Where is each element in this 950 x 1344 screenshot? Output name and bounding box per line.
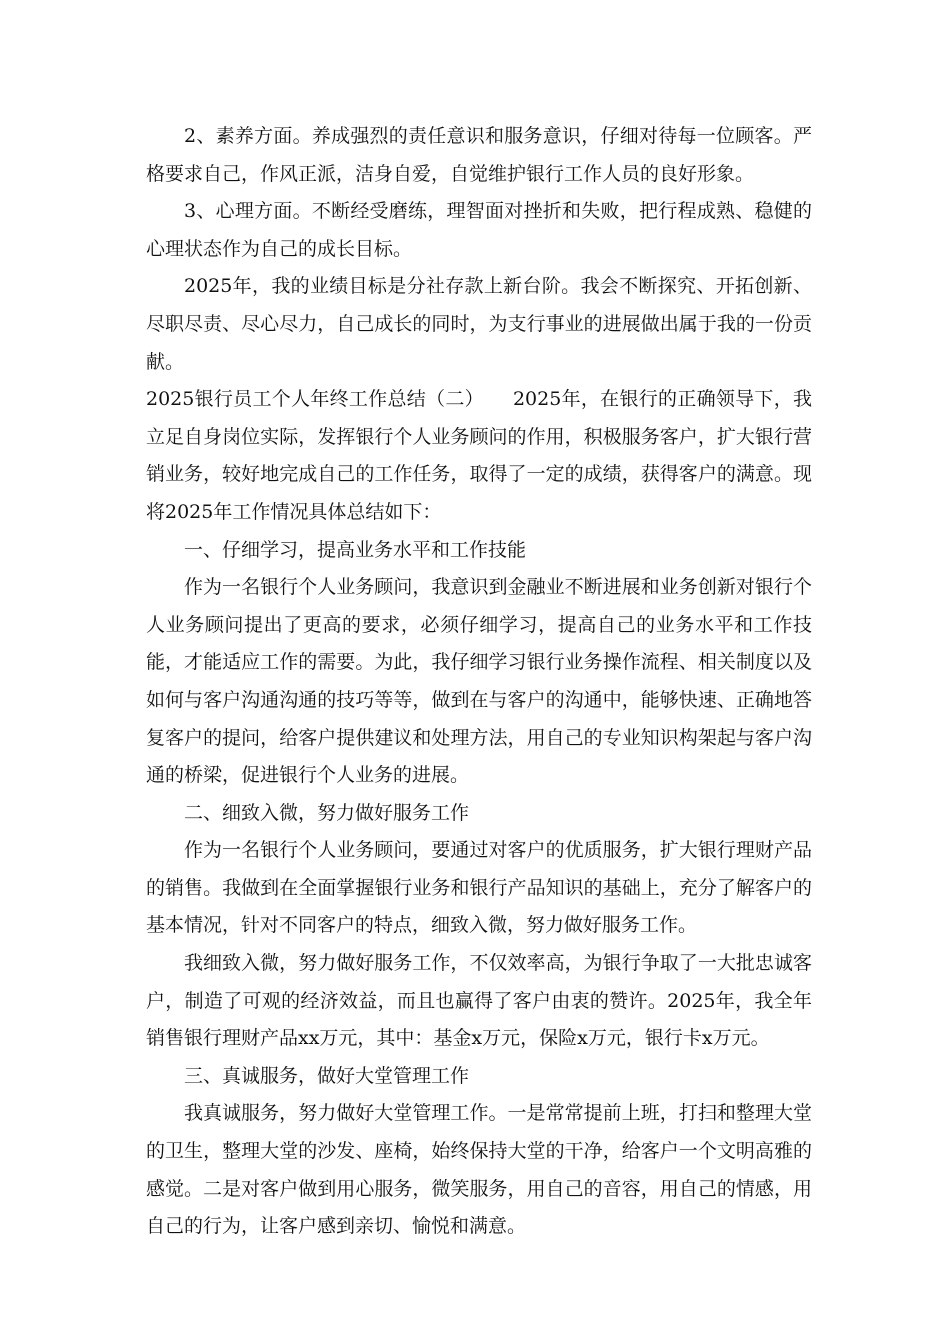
paragraph-sales-results: 我细致入微，努力做好服务工作，不仅效率高，为银行争取了一大批忠诚客户，制造了可观的经济效益，而且也赢得了客户由衷的赞许。2025年，我全年销售银行理财产品xx万元，其中：基金x万元，保险x万元，银行卡x万元。 [146, 952, 812, 1050]
paragraph-psychology: 3、心理方面。不断经受磨练，理智面对挫折和失败，把行程成熟、稳健的心理状态作为自己的成长目标。 [146, 200, 812, 260]
document-body [146, 118, 812, 1246]
paragraph-service: 作为一名银行个人业务顾问，要通过对客户的优质服务，扩大银行理财产品的销售。我做到在全面掌握银行业务和银行产品知识的基础上，充分了解客户的基本情况，针对不同客户的特点，细致入微，努力做好服务工作。 [146, 839, 812, 937]
paragraph-study: 作为一名银行个人业务顾问，我意识到金融业不断进展和业务创新对银行个人业务顾问提出了更高的要求，必须仔细学习，提高自己的业务水平和工作技能，才能适应工作的需要。为此，我仔细学习银行业务操作流程、相关制度以及如何与客户沟通沟通的技巧等等，做到在与客户的沟通中，能够快速、正确地答复客户的提问，给客户提供建议和处理方法，用自己的专业知识构架起与客户沟通的桥梁，促进银行个人业务的进展。 [146, 576, 812, 787]
section-heading-lobby: 三、真诚服务，做好大堂管理工作 [184, 1064, 470, 1087]
paragraph-quality: 2、素养方面。养成强烈的责任意识和服务意识，仔细对待每一位顾客。严格要求自己，作风正派，洁身自爱，自觉维护银行工作人员的良好形象。 [146, 125, 812, 185]
paragraph-performance-goal: 2025年，我的业绩目标是分社存款上新台阶。我会不断探究、开拓创新、尽职尽责、尽心尽力，自己成长的同时，为支行事业的进展做出属于我的一份贡献。 [146, 275, 812, 373]
section-heading-service: 二、细致入微，努力做好服务工作 [184, 801, 470, 824]
section-heading-study: 一、仔细学习，提高业务水平和工作技能 [184, 538, 527, 561]
paragraph-summary-intro: 2025银行员工个人年终工作总结（二） 2025年，在银行的正确领导下，我立足自身岗位实际，发挥银行个人业务顾问的作用，积极服务客户，扩大银行营销业务，较好地完成自己的工作任务，取得了一定的成绩，获得客户的满意。现将2025年工作情况具体总结如下： [146, 388, 812, 523]
paragraph-lobby: 我真诚服务，努力做好大堂管理工作。一是常常提前上班，打扫和整理大堂的卫生，整理大堂的沙发、座椅，始终保持大堂的干净，给客户一个文明高雅的感觉。二是对客户做到用心服务，微笑服务，用自己的音容，用自己的情感，用自己的行为，让客户感到亲切、愉悦和满意。 [146, 1102, 812, 1238]
